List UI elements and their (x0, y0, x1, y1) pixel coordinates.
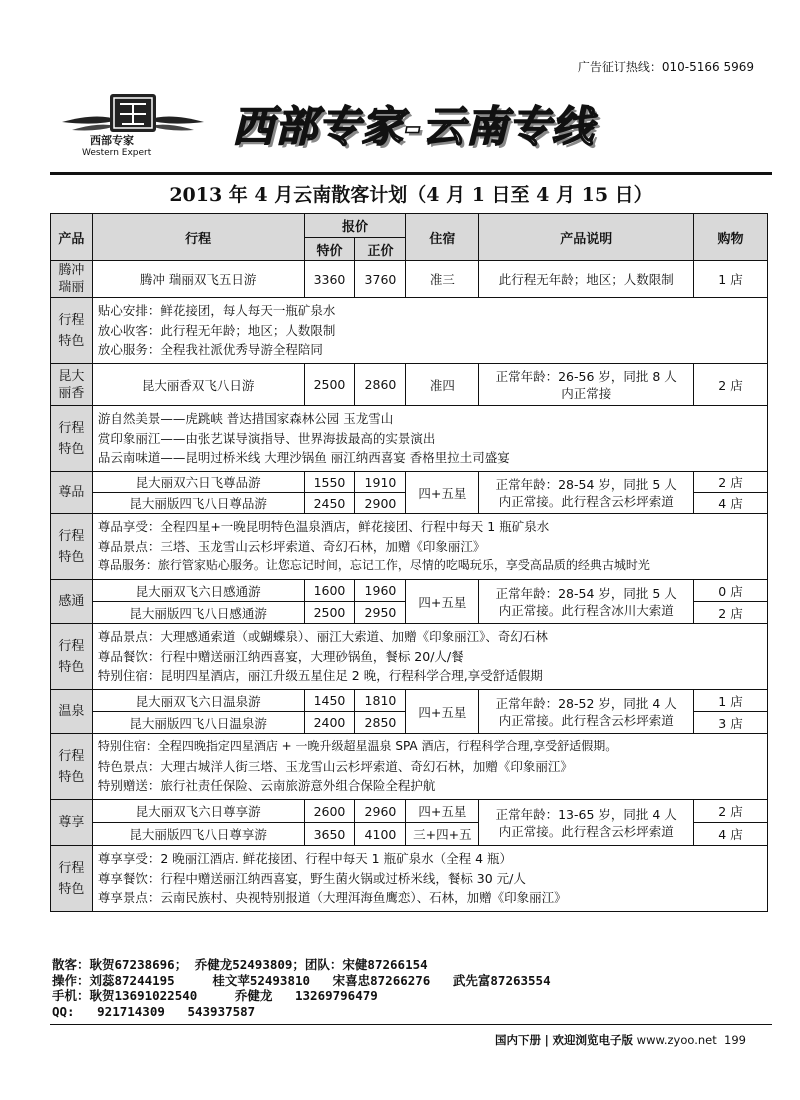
feature-details (92, 406, 767, 472)
feature-label: 行程 特色 (51, 624, 93, 690)
feature-details (92, 298, 767, 364)
regular-price: 1810 (355, 690, 406, 712)
contact-line: 操作：刘蕊87244195 桂文苹52493810 宋喜忠87266276 武先富87263554 (52, 972, 551, 988)
special-price: 3360 (304, 261, 355, 298)
itinerary: 腾冲 瑞丽双飞五日游 (92, 261, 304, 298)
product-description: 此行程无年龄；地区；人数限制 (479, 261, 694, 298)
shopping-count: 2 店 (694, 602, 768, 624)
header-regular-price: 正价 (355, 238, 406, 261)
feature-row (51, 624, 768, 690)
footer (495, 1032, 746, 1048)
table-row (51, 580, 768, 602)
feature-details (92, 734, 767, 800)
regular-price: 3760 (355, 261, 406, 298)
header-rule (50, 172, 772, 175)
special-price: 2450 (304, 493, 355, 514)
itinerary: 昆大丽双飞六日感通游 (92, 580, 304, 602)
product-name: 尊品 (51, 472, 93, 514)
table-row (51, 261, 768, 298)
feature-row (51, 406, 768, 472)
header-shopping: 购物 (694, 214, 768, 261)
feature-row (51, 298, 768, 364)
footer-section: 国内下册 (495, 1033, 541, 1047)
regular-price: 1910 (355, 472, 406, 493)
product-name: 尊享 (51, 800, 93, 846)
itinerary: 昆大丽双飞六日尊享游 (92, 800, 304, 823)
contact-line: QQ: 921714309 543937587 (52, 1003, 256, 1019)
contact-line: 手机：耿贺13691022540 乔健龙 13269796479 (52, 988, 378, 1003)
header-price: 报价 (304, 214, 406, 238)
regular-price: 2950 (355, 602, 406, 624)
feature-line: 放心服务：全程我社派优秀导游全程陪同 (97, 342, 323, 358)
lodging: 四+五星 (406, 690, 479, 734)
product-description: 正常年龄：28-54 岁，同批 5 人 内正常接。此行程含云杉坪索道 (479, 472, 694, 514)
feature-label: 行程 特色 (51, 298, 93, 364)
lodging: 准三 (406, 261, 479, 298)
special-price: 1550 (304, 472, 355, 493)
table-row (51, 364, 768, 406)
feature-line: 品云南味道——昆明过桥米线 大理沙锅鱼 丽江纳西喜宴 香格里拉土司盛宴 (97, 450, 510, 466)
table-row (51, 472, 768, 493)
feature-label: 行程 特色 (51, 734, 93, 800)
product-description: 正常年龄：26-56 岁，同批 8 人 内正常接 (479, 364, 694, 406)
contact-info (52, 957, 772, 1019)
feature-label: 行程 特色 (51, 406, 93, 472)
feature-row (51, 734, 768, 800)
regular-price: 2850 (355, 712, 406, 734)
feature-line: 尊享景点：云南民族村、央视特别报道（大理洱海鱼鹰恋）、石林，加赠《印象丽江》 (97, 890, 567, 906)
footer-url[interactable]: www.zyoo.net (636, 1033, 717, 1047)
feature-row (51, 846, 768, 912)
shopping-count: 4 店 (694, 823, 768, 846)
product-description: 正常年龄：28-54 岁，同批 5 人 内正常接。此行程含冰川大索道 (479, 580, 694, 624)
ad-hotline: 广告征订热线：010-5166 5969 (577, 60, 754, 74)
product-name: 温泉 (51, 690, 93, 734)
itinerary: 昆大丽版四飞八日温泉游 (92, 712, 304, 734)
table-row (51, 800, 768, 823)
itinerary: 昆大丽双飞六日温泉游 (92, 690, 304, 712)
feature-line: 放心收客：此行程无年龄；地区；人数限制 (97, 322, 336, 338)
header-product: 产品 (51, 214, 93, 261)
lodging: 四+五星 (406, 472, 479, 514)
lodging: 准四 (406, 364, 479, 406)
feature-line: 特色景点：大理古城洋人街三塔、玉龙雪山云杉坪索道、奇幻石林，加赠《印象丽江》 (97, 758, 573, 774)
lodging: 四+五星 (406, 580, 479, 624)
shopping-count: 2 店 (694, 472, 768, 493)
feature-details (92, 514, 767, 580)
product-name: 感通 (51, 580, 93, 624)
shopping-count: 0 店 (694, 580, 768, 602)
tour-table-wrapper (50, 213, 772, 912)
contact-line: 散客：耿贺67238696； 乔健龙52493809；团队：宋健87266154 (52, 957, 428, 972)
logo-chinese-name: 西部专家 (90, 134, 134, 147)
regular-price: 2860 (355, 364, 406, 406)
feature-line: 尊品餐饮：行程中赠送丽江纳西喜宴，大理砂锅鱼，餐标 20/人/餐 (97, 648, 464, 664)
special-price: 2400 (304, 712, 355, 734)
feature-row (51, 514, 768, 580)
page-number: 199 (724, 1033, 746, 1047)
feature-line: 尊品享受：全程四星+一晚昆明特色温泉酒店，鲜花接团、行程中每天 1 瓶矿泉水 (97, 519, 550, 535)
product-description: 正常年龄：13-65 岁，同批 4 人 内正常接。此行程含云杉坪索道 (479, 800, 694, 846)
plan-title: 2013 年 4 月云南散客计划（4 月 1 日至 4 月 15 日） (169, 184, 653, 206)
itinerary: 昆大丽双六日飞尊品游 (92, 472, 304, 493)
regular-price: 4100 (355, 823, 406, 846)
lodging: 四+五星 (406, 800, 479, 823)
special-price: 2600 (304, 800, 355, 823)
footer-separator: | (544, 1033, 549, 1047)
footer-rule (50, 1024, 772, 1025)
feature-line: 特别赠送：旅行社责任保险、云南旅游意外组合保险全程护航 (97, 778, 436, 794)
shopping-count: 1 店 (694, 690, 768, 712)
logo-english-name: Western Expert (82, 148, 152, 158)
itinerary: 昆大丽香双飞八日游 (92, 364, 304, 406)
footer-tagline: 欢迎浏览电子版 (552, 1033, 634, 1047)
shopping-count: 2 店 (694, 800, 768, 823)
product-name: 腾冲 瑞丽 (51, 261, 93, 298)
shopping-count: 3 店 (694, 712, 768, 734)
regular-price: 1960 (355, 580, 406, 602)
shopping-count: 1 店 (694, 261, 768, 298)
header-lodging: 住宿 (406, 214, 479, 261)
feature-line: 尊品服务：旅行管家贴心服务。让您忘记时间，忘记工作，尽情的吃喝玩乐，享受高品质的经典古城时光 (97, 558, 650, 573)
lodging: 三+四+五 (406, 823, 479, 846)
feature-line: 尊享享受：2 晚丽江酒店. 鲜花接团、行程中每天 1 瓶矿泉水（全程 4 瓶） (97, 851, 513, 867)
feature-line: 特别住宿：全程四晚指定四星酒店 + 一晚升级超星温泉 SPA 酒店，行程科学合理,享受舒适假期。 (97, 739, 618, 754)
feature-line: 游自然美景——虎跳峡 普达措国家森林公园 玉龙雪山 (97, 411, 394, 427)
special-price: 1600 (304, 580, 355, 602)
header-special-price: 特价 (304, 238, 355, 261)
feature-details (92, 624, 767, 690)
feature-line: 尊品景点：大理感通索道（或蝴蝶泉）、丽江大索道、加赠《印象丽江》、奇幻石林 (97, 629, 548, 645)
shopping-count: 4 店 (694, 493, 768, 514)
banner-title: 西部专家-云南专线 (232, 102, 595, 151)
itinerary: 昆大丽版四飞八日尊享游 (92, 823, 304, 846)
feature-line: 尊享餐饮：行程中赠送丽江纳西喜宴，野生菌火锅或过桥米线，餐标 30 元/人 (97, 870, 526, 886)
regular-price: 2900 (355, 493, 406, 514)
product-name: 昆大 丽香 (51, 364, 93, 406)
tour-table (50, 213, 768, 912)
feature-line: 特别住宿：昆明四星酒店，丽江升级五星住足 2 晚，行程科学合理,享受舒适假期 (97, 668, 543, 684)
special-price: 2500 (304, 602, 355, 624)
itinerary: 昆大丽版四飞八日感通游 (92, 602, 304, 624)
feature-line: 赏印象丽江——由张艺谋导演指导、世界海拔最高的实景演出 (97, 430, 436, 446)
header-description: 产品说明 (479, 214, 694, 261)
feature-label: 行程 特色 (51, 514, 93, 580)
regular-price: 2960 (355, 800, 406, 823)
table-row (51, 690, 768, 712)
special-price: 1450 (304, 690, 355, 712)
shopping-count: 2 店 (694, 364, 768, 406)
feature-label: 行程 特色 (51, 846, 93, 912)
product-description: 正常年龄：28-52 岁，同批 4 人 内正常接。此行程含云杉坪索道 (479, 690, 694, 734)
special-price: 2500 (304, 364, 355, 406)
special-price: 3650 (304, 823, 355, 846)
itinerary: 昆大丽版四飞八日尊品游 (92, 493, 304, 514)
feature-details (92, 846, 767, 912)
header-itinerary: 行程 (92, 214, 304, 261)
feature-line: 贴心安排：鲜花接团，每人每天一瓶矿泉水 (97, 303, 336, 319)
feature-line: 尊品景点：三塔、玉龙雪山云杉坪索道、奇幻石林，加赠《印象丽江》 (97, 538, 486, 554)
header (50, 88, 770, 170)
